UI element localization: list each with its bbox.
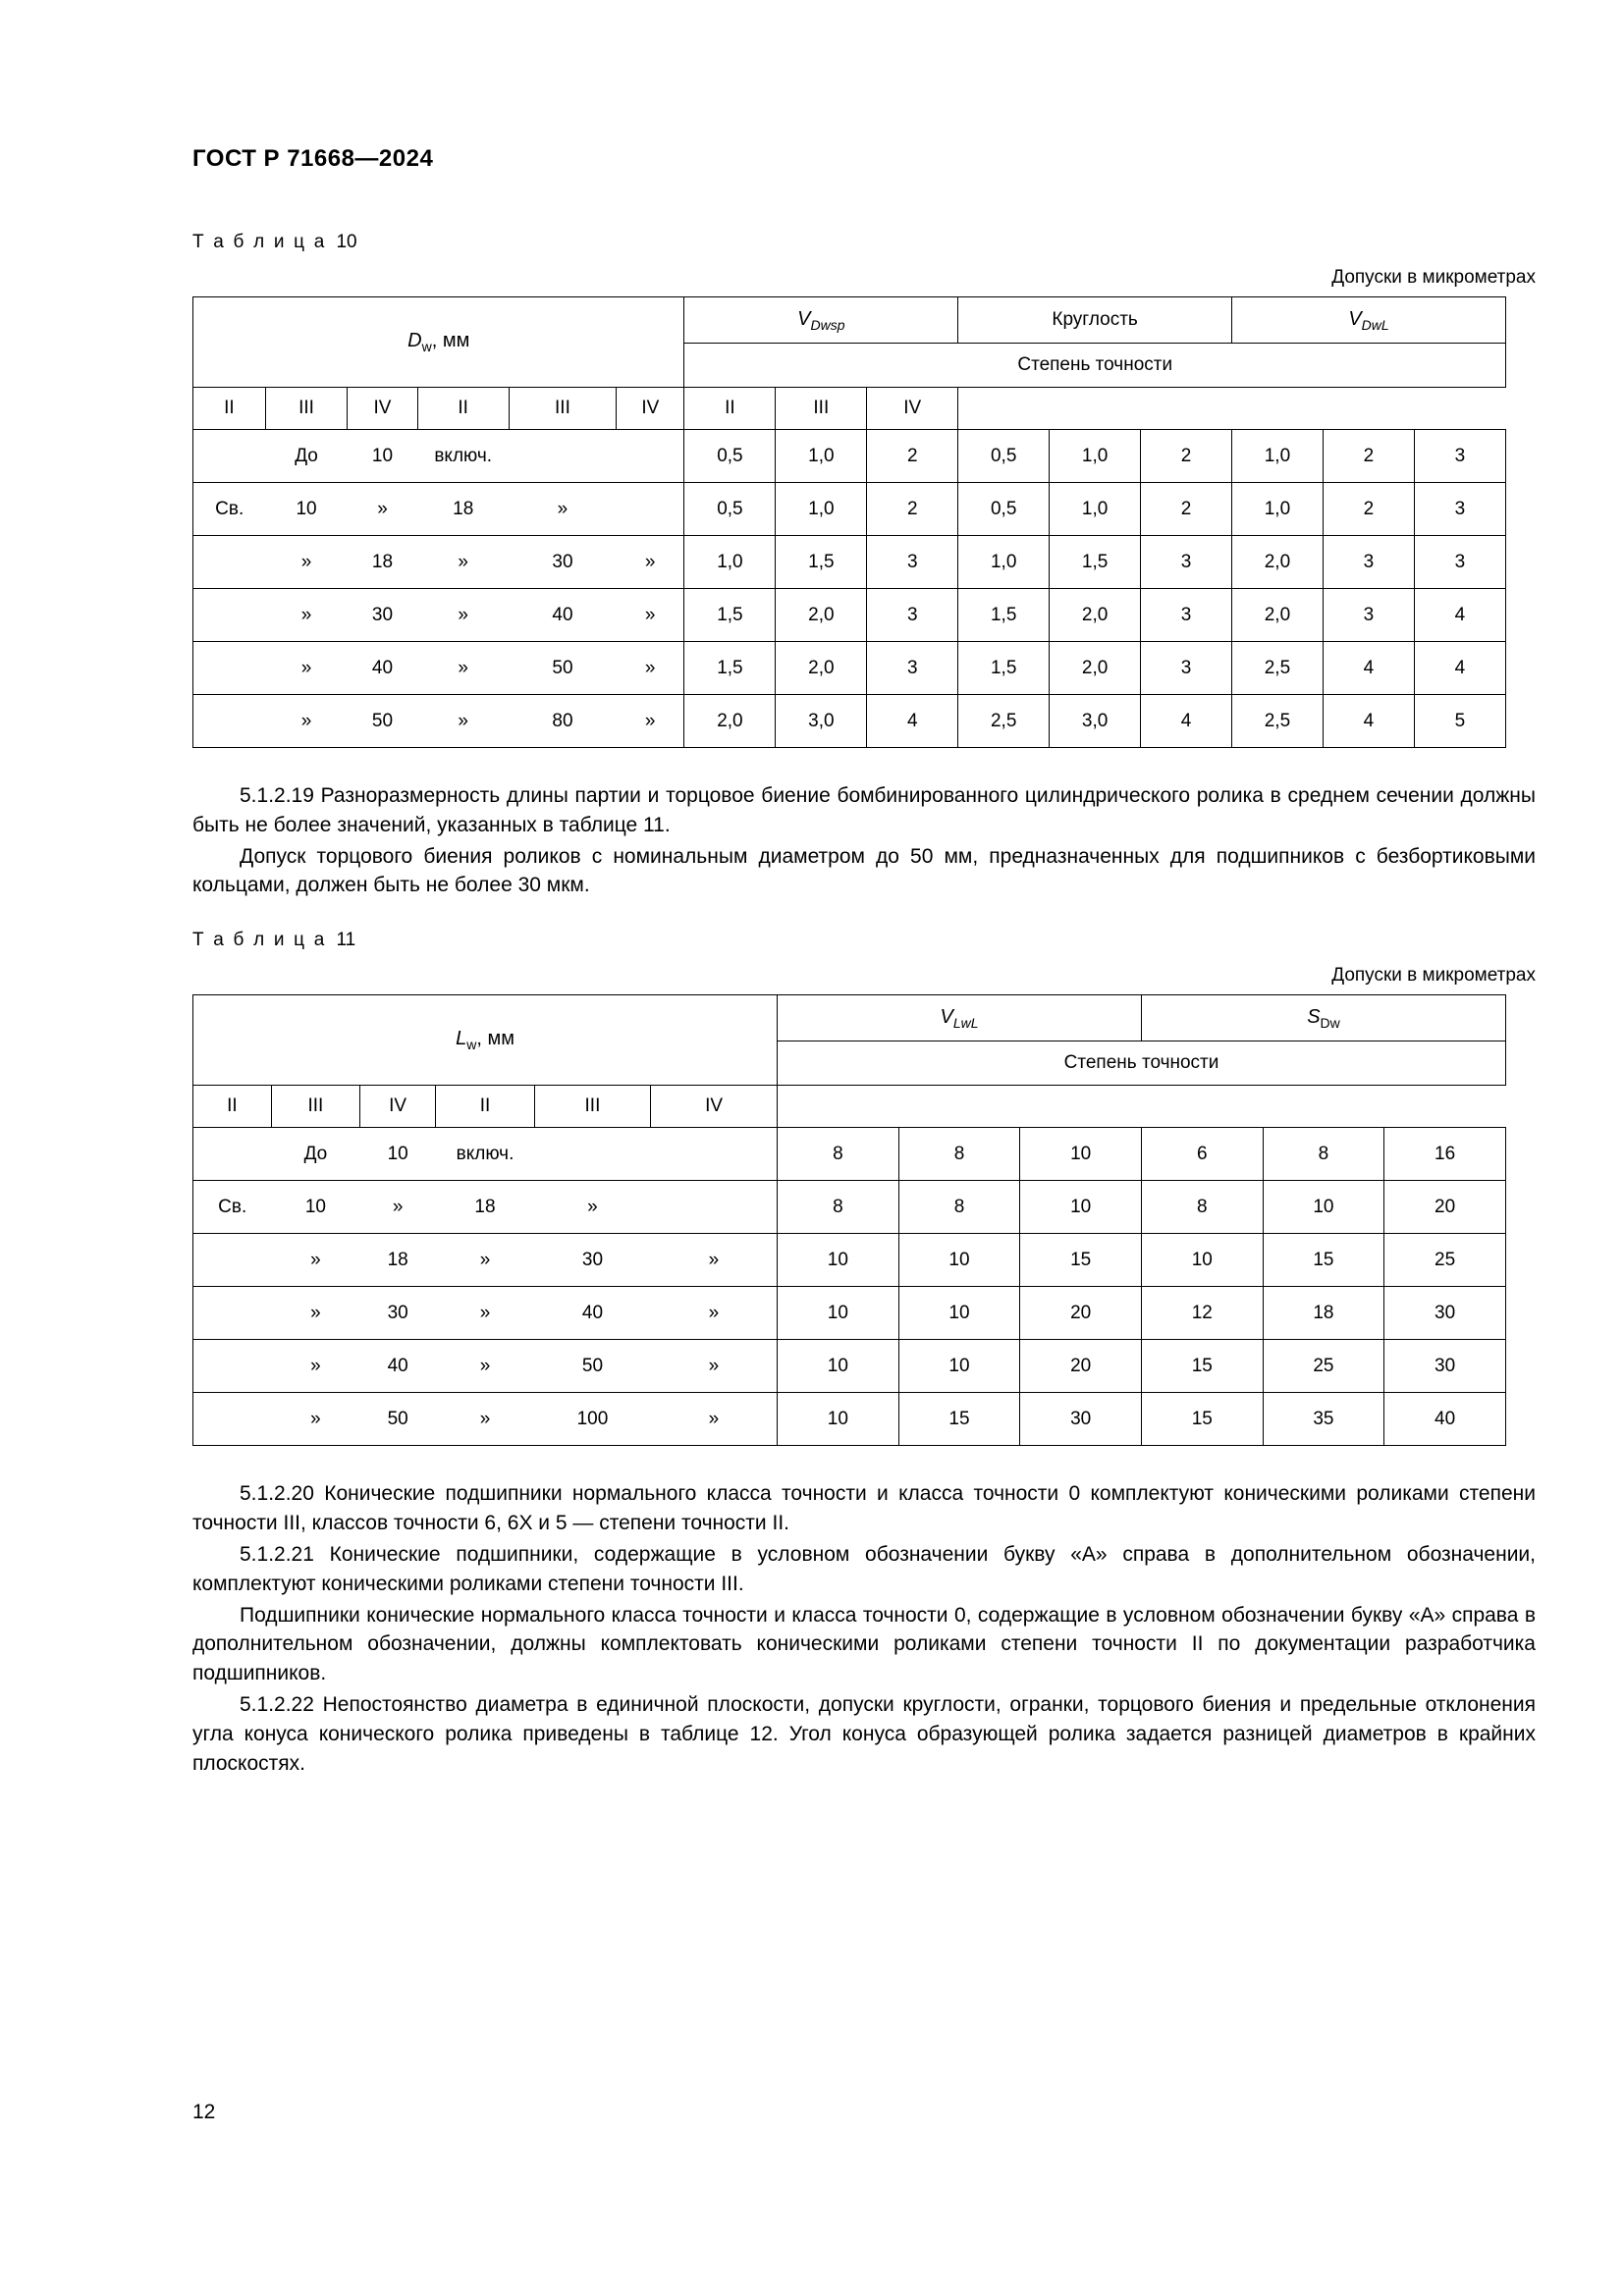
table-10-r2-v4: 0,5 xyxy=(958,483,1050,536)
table-11-r1-v5: 8 xyxy=(1263,1128,1384,1181)
table-row xyxy=(193,430,1506,483)
table-10-degree-label: Степень точности xyxy=(684,344,1506,388)
table-10-r3-v8: 3 xyxy=(1323,536,1414,589)
table-10-r5-v8: 4 xyxy=(1323,642,1414,695)
table-10-r3-l4: » xyxy=(417,536,509,589)
table-11-r3-l2: » xyxy=(271,1234,359,1287)
table-11-r2-l4: 18 xyxy=(436,1181,534,1234)
table-11-r1-v3: 10 xyxy=(1020,1128,1142,1181)
table-11-group1-main: V xyxy=(940,1005,953,1028)
paragraph-5-1-2-22: 5.1.2.22 Непостоянство диаметра в единичной плоскости, допуски круглости, огранки, торцового биения и предельные отклонения угла конуса конического ролика приведены в таблице 12. Угол конуса образующей ролика задается разницей диаметров в крайних плоскостях. xyxy=(192,1692,1536,1775)
table-10-r6-l1 xyxy=(193,695,266,748)
paragraph-5-1-2-21: 5.1.2.21 Конические подшипники, содержащие в условном обозначении букву «А» справа в дополнительном обозначении, комплектуют коническими роликами степени точности III. xyxy=(192,1542,1536,1595)
table-10-r1-v5: 1,0 xyxy=(1050,430,1141,483)
table-10-degree-4: II xyxy=(417,388,509,430)
paragraph-5-1-2-21-note: Подшипники конические нормального класса точности и класса точности 0, содержащие в условном обозначении букву «А» справа в дополнительном обозначении, должны комплектовать коническими роликами степени точности II по документации разработчика подшипников. xyxy=(192,1603,1536,1685)
table-11-r3-v1: 10 xyxy=(778,1234,899,1287)
table-10-r4-l3: 30 xyxy=(348,589,417,642)
table-10-degree-5: III xyxy=(509,388,617,430)
table-11-degree-3: IV xyxy=(360,1086,436,1128)
table-10-r5-l2: » xyxy=(265,642,347,695)
table-10-r6-l4: » xyxy=(417,695,509,748)
table-10-r2-l3: » xyxy=(348,483,417,536)
table-10-r5-v4: 1,5 xyxy=(958,642,1050,695)
table-10-r1-l3: 10 xyxy=(348,430,417,483)
table-10-r3-v1: 1,0 xyxy=(684,536,776,589)
table-11-r5-v3: 20 xyxy=(1020,1340,1142,1393)
table-11-degree-2: III xyxy=(271,1086,359,1128)
table-11-r6-v6: 40 xyxy=(1384,1393,1506,1446)
table-10-r2-v2: 1,0 xyxy=(776,483,867,536)
table-11-r5-v2: 10 xyxy=(898,1340,1020,1393)
table-10-r6-l5: 80 xyxy=(509,695,617,748)
table-10-r2-v7: 1,0 xyxy=(1231,483,1323,536)
table-10-r6-l2: » xyxy=(265,695,347,748)
table-10-r6-v7: 2,5 xyxy=(1231,695,1323,748)
spacer xyxy=(192,900,1536,930)
table-11-r4-l4: » xyxy=(436,1287,534,1340)
table-11-r1-v1: 8 xyxy=(778,1128,899,1181)
page-content xyxy=(192,145,1536,1778)
table-10-r4-l4: » xyxy=(417,589,509,642)
table-11-r1-l1 xyxy=(193,1128,272,1181)
table-11-r1-l4: включ. xyxy=(436,1128,534,1181)
table-row xyxy=(193,483,1506,536)
table-11-row-header-sub: w xyxy=(466,1037,477,1053)
table-11-r4-v2: 10 xyxy=(898,1287,1020,1340)
table-row xyxy=(193,1234,1506,1287)
table-11-r5-v5: 25 xyxy=(1263,1340,1384,1393)
table-11-row-header-tail: , мм xyxy=(476,1028,514,1050)
table-10-r3-v5: 1,5 xyxy=(1050,536,1141,589)
table-10-caption xyxy=(192,232,1536,253)
table-11-r1-l5 xyxy=(534,1128,650,1181)
table-11-group2-main: S xyxy=(1307,1005,1321,1028)
table-11-r6-v5: 35 xyxy=(1263,1393,1384,1446)
table-11-caption-label: Т а б л и ц а xyxy=(192,930,327,951)
table-11-r4-l3: 30 xyxy=(360,1287,436,1340)
table-11-caption xyxy=(192,930,1536,951)
table-10-r1-l2: До xyxy=(265,430,347,483)
table-10-group-roundness: Круглость xyxy=(958,297,1232,344)
table-11-r3-v6: 25 xyxy=(1384,1234,1506,1287)
table-row xyxy=(193,1393,1506,1446)
table-11-r4-l2: » xyxy=(271,1287,359,1340)
table-10-r1-v9: 3 xyxy=(1414,430,1505,483)
table-11 xyxy=(192,994,1506,1446)
table-11-r5-l5: 50 xyxy=(534,1340,650,1393)
table-10-r2-l4: 18 xyxy=(417,483,509,536)
table-10-r3-l1 xyxy=(193,536,266,589)
table-11-r3-v3: 15 xyxy=(1020,1234,1142,1287)
table-10-degree-9: IV xyxy=(867,388,958,430)
table-11-r6-l2: » xyxy=(271,1393,359,1446)
table-10-r3-v6: 3 xyxy=(1141,536,1232,589)
table-11-r5-l4: » xyxy=(436,1340,534,1393)
table-11-r6-v4: 15 xyxy=(1141,1393,1263,1446)
table-10-r3-v4: 1,0 xyxy=(958,536,1050,589)
table-10-r1-v3: 2 xyxy=(867,430,958,483)
table-10-r6-v8: 4 xyxy=(1323,695,1414,748)
table-11-r3-l5: 30 xyxy=(534,1234,650,1287)
table-11-row-header-main: L xyxy=(456,1028,467,1050)
table-10-degree-2: III xyxy=(265,388,347,430)
table-10-r5-v9: 4 xyxy=(1414,642,1505,695)
table-10-caption-label: Т а б л и ц а xyxy=(192,232,327,252)
table-11-r1-v2: 8 xyxy=(898,1128,1020,1181)
table-11-r5-l2: » xyxy=(271,1340,359,1393)
table-10-r4-v9: 4 xyxy=(1414,589,1505,642)
table-10-r1-v2: 1,0 xyxy=(776,430,867,483)
table-11-r6-v3: 30 xyxy=(1020,1393,1142,1446)
table-11-r6-v2: 15 xyxy=(898,1393,1020,1446)
table-10-row-header-sub: w xyxy=(421,339,432,354)
table-11-r2-l6 xyxy=(651,1181,778,1234)
table-10-r4-v3: 3 xyxy=(867,589,958,642)
table-11-r6-l5: 100 xyxy=(534,1393,650,1446)
table-10-row-header-main: D xyxy=(407,330,422,351)
table-11-r6-l1 xyxy=(193,1393,272,1446)
table-11-r4-l5: 40 xyxy=(534,1287,650,1340)
table-10-r4-v2: 2,0 xyxy=(776,589,867,642)
table-10-row-header xyxy=(193,297,684,388)
table-row xyxy=(193,1128,1506,1181)
table-10-degree-8: III xyxy=(776,388,867,430)
table-11-r4-v3: 20 xyxy=(1020,1287,1142,1340)
table-11-r1-v4: 6 xyxy=(1141,1128,1263,1181)
table-11-r1-l2: До xyxy=(271,1128,359,1181)
table-10 xyxy=(192,296,1506,748)
table-10-r3-l3: 18 xyxy=(348,536,417,589)
table-11-r2-v1: 8 xyxy=(778,1181,899,1234)
paragraph-block-tail xyxy=(192,1479,1536,1778)
table-10-r1-v4: 0,5 xyxy=(958,430,1050,483)
table-row xyxy=(193,1340,1506,1393)
table-row xyxy=(193,589,1506,642)
table-10-degree-6: IV xyxy=(617,388,684,430)
table-11-degree-5: III xyxy=(534,1086,650,1128)
table-10-r5-l3: 40 xyxy=(348,642,417,695)
table-11-r5-v1: 10 xyxy=(778,1340,899,1393)
table-10-group1-sub: Dwsp xyxy=(810,316,845,333)
table-11-r4-v4: 12 xyxy=(1141,1287,1263,1340)
table-10-r2-v3: 2 xyxy=(867,483,958,536)
paragraph-5-1-2-19: 5.1.2.19 Разноразмерность длины партии и торцовое биение бомбинированного цилиндрического ролика в среднем сечении должны быть не более значений, указанных в таблице 11. xyxy=(192,784,1536,836)
table-10-group-vdwsp xyxy=(684,297,958,344)
table-11-r3-l1 xyxy=(193,1234,272,1287)
table-10-r2-v9: 3 xyxy=(1414,483,1505,536)
table-10-r2-l2: 10 xyxy=(265,483,347,536)
table-11-r3-l3: 18 xyxy=(360,1234,436,1287)
table-10-group3-main: V xyxy=(1348,307,1362,330)
table-10-r3-v7: 2,0 xyxy=(1231,536,1323,589)
document-standard-header: ГОСТ Р 71668—2024 xyxy=(192,145,434,172)
table-10-group3-sub: DwL xyxy=(1361,316,1389,333)
table-11-r5-v6: 30 xyxy=(1384,1340,1506,1393)
table-10-r2-v6: 2 xyxy=(1141,483,1232,536)
table-10-r6-l3: 50 xyxy=(348,695,417,748)
table-11-group-vlwl xyxy=(778,995,1142,1041)
page-number: 12 xyxy=(192,2101,216,2123)
table-row xyxy=(193,536,1506,589)
table-10-r3-l2: » xyxy=(265,536,347,589)
table-10-r6-v5: 3,0 xyxy=(1050,695,1141,748)
table-11-group2-sub: Dw xyxy=(1320,1014,1340,1031)
table-10-r6-v3: 4 xyxy=(867,695,958,748)
table-10-r2-v5: 1,0 xyxy=(1050,483,1141,536)
table-10-r5-v3: 3 xyxy=(867,642,958,695)
table-10-r4-v6: 3 xyxy=(1141,589,1232,642)
table-10-units-note: Допуски в микрометрах xyxy=(1331,267,1536,288)
table-row xyxy=(193,1181,1506,1234)
table-11-r5-l6: » xyxy=(651,1340,778,1393)
table-11-r6-v1: 10 xyxy=(778,1393,899,1446)
table-11-r2-l2: 10 xyxy=(271,1181,359,1234)
table-11-r2-v5: 10 xyxy=(1263,1181,1384,1234)
table-10-caption-number: 10 xyxy=(336,232,357,252)
table-10-r4-v8: 3 xyxy=(1323,589,1414,642)
table-10-r6-v6: 4 xyxy=(1141,695,1232,748)
table-11-r5-l1 xyxy=(193,1340,272,1393)
table-row xyxy=(193,642,1506,695)
paragraph-5-1-2-20: 5.1.2.20 Конические подшипники нормального класса точности и класса точности 0 комплектуют коническими роликами степени точности III, классов точности 6, 6Х и 5 — степени точности II. xyxy=(192,1482,1536,1535)
table-10-r1-v6: 2 xyxy=(1141,430,1232,483)
paragraph-5-1-2-19-note: Допуск торцового биения роликов с номинальным диаметром до 50 мм, предназначенных для подшипников с безбортиковыми кольцами, должен быть не более 30 мкм. xyxy=(192,844,1536,897)
table-10-r1-l5 xyxy=(509,430,617,483)
table-10-header-row-1 xyxy=(193,297,1506,344)
table-10-r6-v1: 2,0 xyxy=(684,695,776,748)
table-11-units-note: Допуски в микрометрах xyxy=(1331,965,1536,987)
table-10-degree-1: II xyxy=(193,388,266,430)
table-10-r6-v9: 5 xyxy=(1414,695,1505,748)
table-11-r4-l1 xyxy=(193,1287,272,1340)
table-10-r6-v4: 2,5 xyxy=(958,695,1050,748)
table-11-group-sdw xyxy=(1141,995,1505,1041)
table-11-r6-l4: » xyxy=(436,1393,534,1446)
table-11-r3-v2: 10 xyxy=(898,1234,1020,1287)
table-11-r2-v4: 8 xyxy=(1141,1181,1263,1234)
table-10-r3-v9: 3 xyxy=(1414,536,1505,589)
table-10-group-vdwl xyxy=(1231,297,1505,344)
table-11-r4-v6: 30 xyxy=(1384,1287,1506,1340)
table-10-group1-main: V xyxy=(797,307,811,330)
table-11-r6-l6: » xyxy=(651,1393,778,1446)
table-10-r3-v2: 1,5 xyxy=(776,536,867,589)
table-10-r1-l4: включ. xyxy=(417,430,509,483)
table-11-r1-l3: 10 xyxy=(360,1128,436,1181)
table-10-r3-l6: » xyxy=(617,536,684,589)
table-11-r4-l6: » xyxy=(651,1287,778,1340)
table-10-r4-v1: 1,5 xyxy=(684,589,776,642)
table-11-r4-v5: 18 xyxy=(1263,1287,1384,1340)
table-11-header-row-1 xyxy=(193,995,1506,1041)
table-11-r4-v1: 10 xyxy=(778,1287,899,1340)
table-10-r4-l2: » xyxy=(265,589,347,642)
table-10-r2-v1: 0,5 xyxy=(684,483,776,536)
table-11-r2-l3: » xyxy=(360,1181,436,1234)
table-10-r4-l5: 40 xyxy=(509,589,617,642)
table-10-r4-l1 xyxy=(193,589,266,642)
table-11-r3-v4: 10 xyxy=(1141,1234,1263,1287)
table-10-r1-l6 xyxy=(617,430,684,483)
table-10-r5-l1 xyxy=(193,642,266,695)
table-10-r1-l1 xyxy=(193,430,266,483)
table-11-r2-l1: Св. xyxy=(193,1181,272,1234)
table-10-r1-v1: 0,5 xyxy=(684,430,776,483)
table-11-group1-sub: LwL xyxy=(952,1014,979,1031)
table-10-r2-l5: » xyxy=(509,483,617,536)
table-11-r1-l6 xyxy=(651,1128,778,1181)
table-10-r5-v5: 2,0 xyxy=(1050,642,1141,695)
table-row xyxy=(193,1287,1506,1340)
table-11-r5-l3: 40 xyxy=(360,1340,436,1393)
table-11-header-row-3 xyxy=(193,1086,1506,1128)
table-11-caption-number: 11 xyxy=(336,930,356,951)
table-10-degree-3: IV xyxy=(348,388,417,430)
table-10-r4-v4: 1,5 xyxy=(958,589,1050,642)
table-10-r5-v2: 2,0 xyxy=(776,642,867,695)
table-10-r5-l5: 50 xyxy=(509,642,617,695)
table-11-r2-v6: 20 xyxy=(1384,1181,1506,1234)
table-11-r5-v4: 15 xyxy=(1141,1340,1263,1393)
table-11-r3-v5: 15 xyxy=(1263,1234,1384,1287)
paragraph-block-5-1-2-19 xyxy=(192,781,1536,900)
table-10-r2-l1: Св. xyxy=(193,483,266,536)
table-11-degree-1: II xyxy=(193,1086,272,1128)
table-11-r2-v3: 10 xyxy=(1020,1181,1142,1234)
table-10-degree-7: II xyxy=(684,388,776,430)
table-10-r6-v2: 3,0 xyxy=(776,695,867,748)
table-10-r5-l4: » xyxy=(417,642,509,695)
table-10-r1-v7: 1,0 xyxy=(1231,430,1323,483)
table-11-r6-l3: 50 xyxy=(360,1393,436,1446)
table-10-r2-l6 xyxy=(617,483,684,536)
table-11-r2-v2: 8 xyxy=(898,1181,1020,1234)
table-10-r4-l6: » xyxy=(617,589,684,642)
table-10-r6-l6: » xyxy=(617,695,684,748)
table-row xyxy=(193,695,1506,748)
table-11-degree-4: II xyxy=(436,1086,534,1128)
table-11-r1-v6: 16 xyxy=(1384,1128,1506,1181)
table-10-r2-v8: 2 xyxy=(1323,483,1414,536)
table-11-r3-l4: » xyxy=(436,1234,534,1287)
table-10-r4-v7: 2,0 xyxy=(1231,589,1323,642)
table-10-r3-l5: 30 xyxy=(509,536,617,589)
table-10-r1-v8: 2 xyxy=(1323,430,1414,483)
table-10-r5-v6: 3 xyxy=(1141,642,1232,695)
table-10-header-row-3 xyxy=(193,388,1506,430)
table-11-degree-6: IV xyxy=(651,1086,778,1128)
table-10-r4-v5: 2,0 xyxy=(1050,589,1141,642)
table-10-row-header-tail: , мм xyxy=(431,330,470,351)
table-11-r2-l5: » xyxy=(534,1181,650,1234)
table-11-row-header xyxy=(193,995,778,1086)
table-10-r5-v1: 1,5 xyxy=(684,642,776,695)
table-10-r5-v7: 2,5 xyxy=(1231,642,1323,695)
table-11-degree-label: Степень точности xyxy=(778,1041,1506,1086)
table-11-r3-l6: » xyxy=(651,1234,778,1287)
table-10-r3-v3: 3 xyxy=(867,536,958,589)
table-10-r5-l6: » xyxy=(617,642,684,695)
